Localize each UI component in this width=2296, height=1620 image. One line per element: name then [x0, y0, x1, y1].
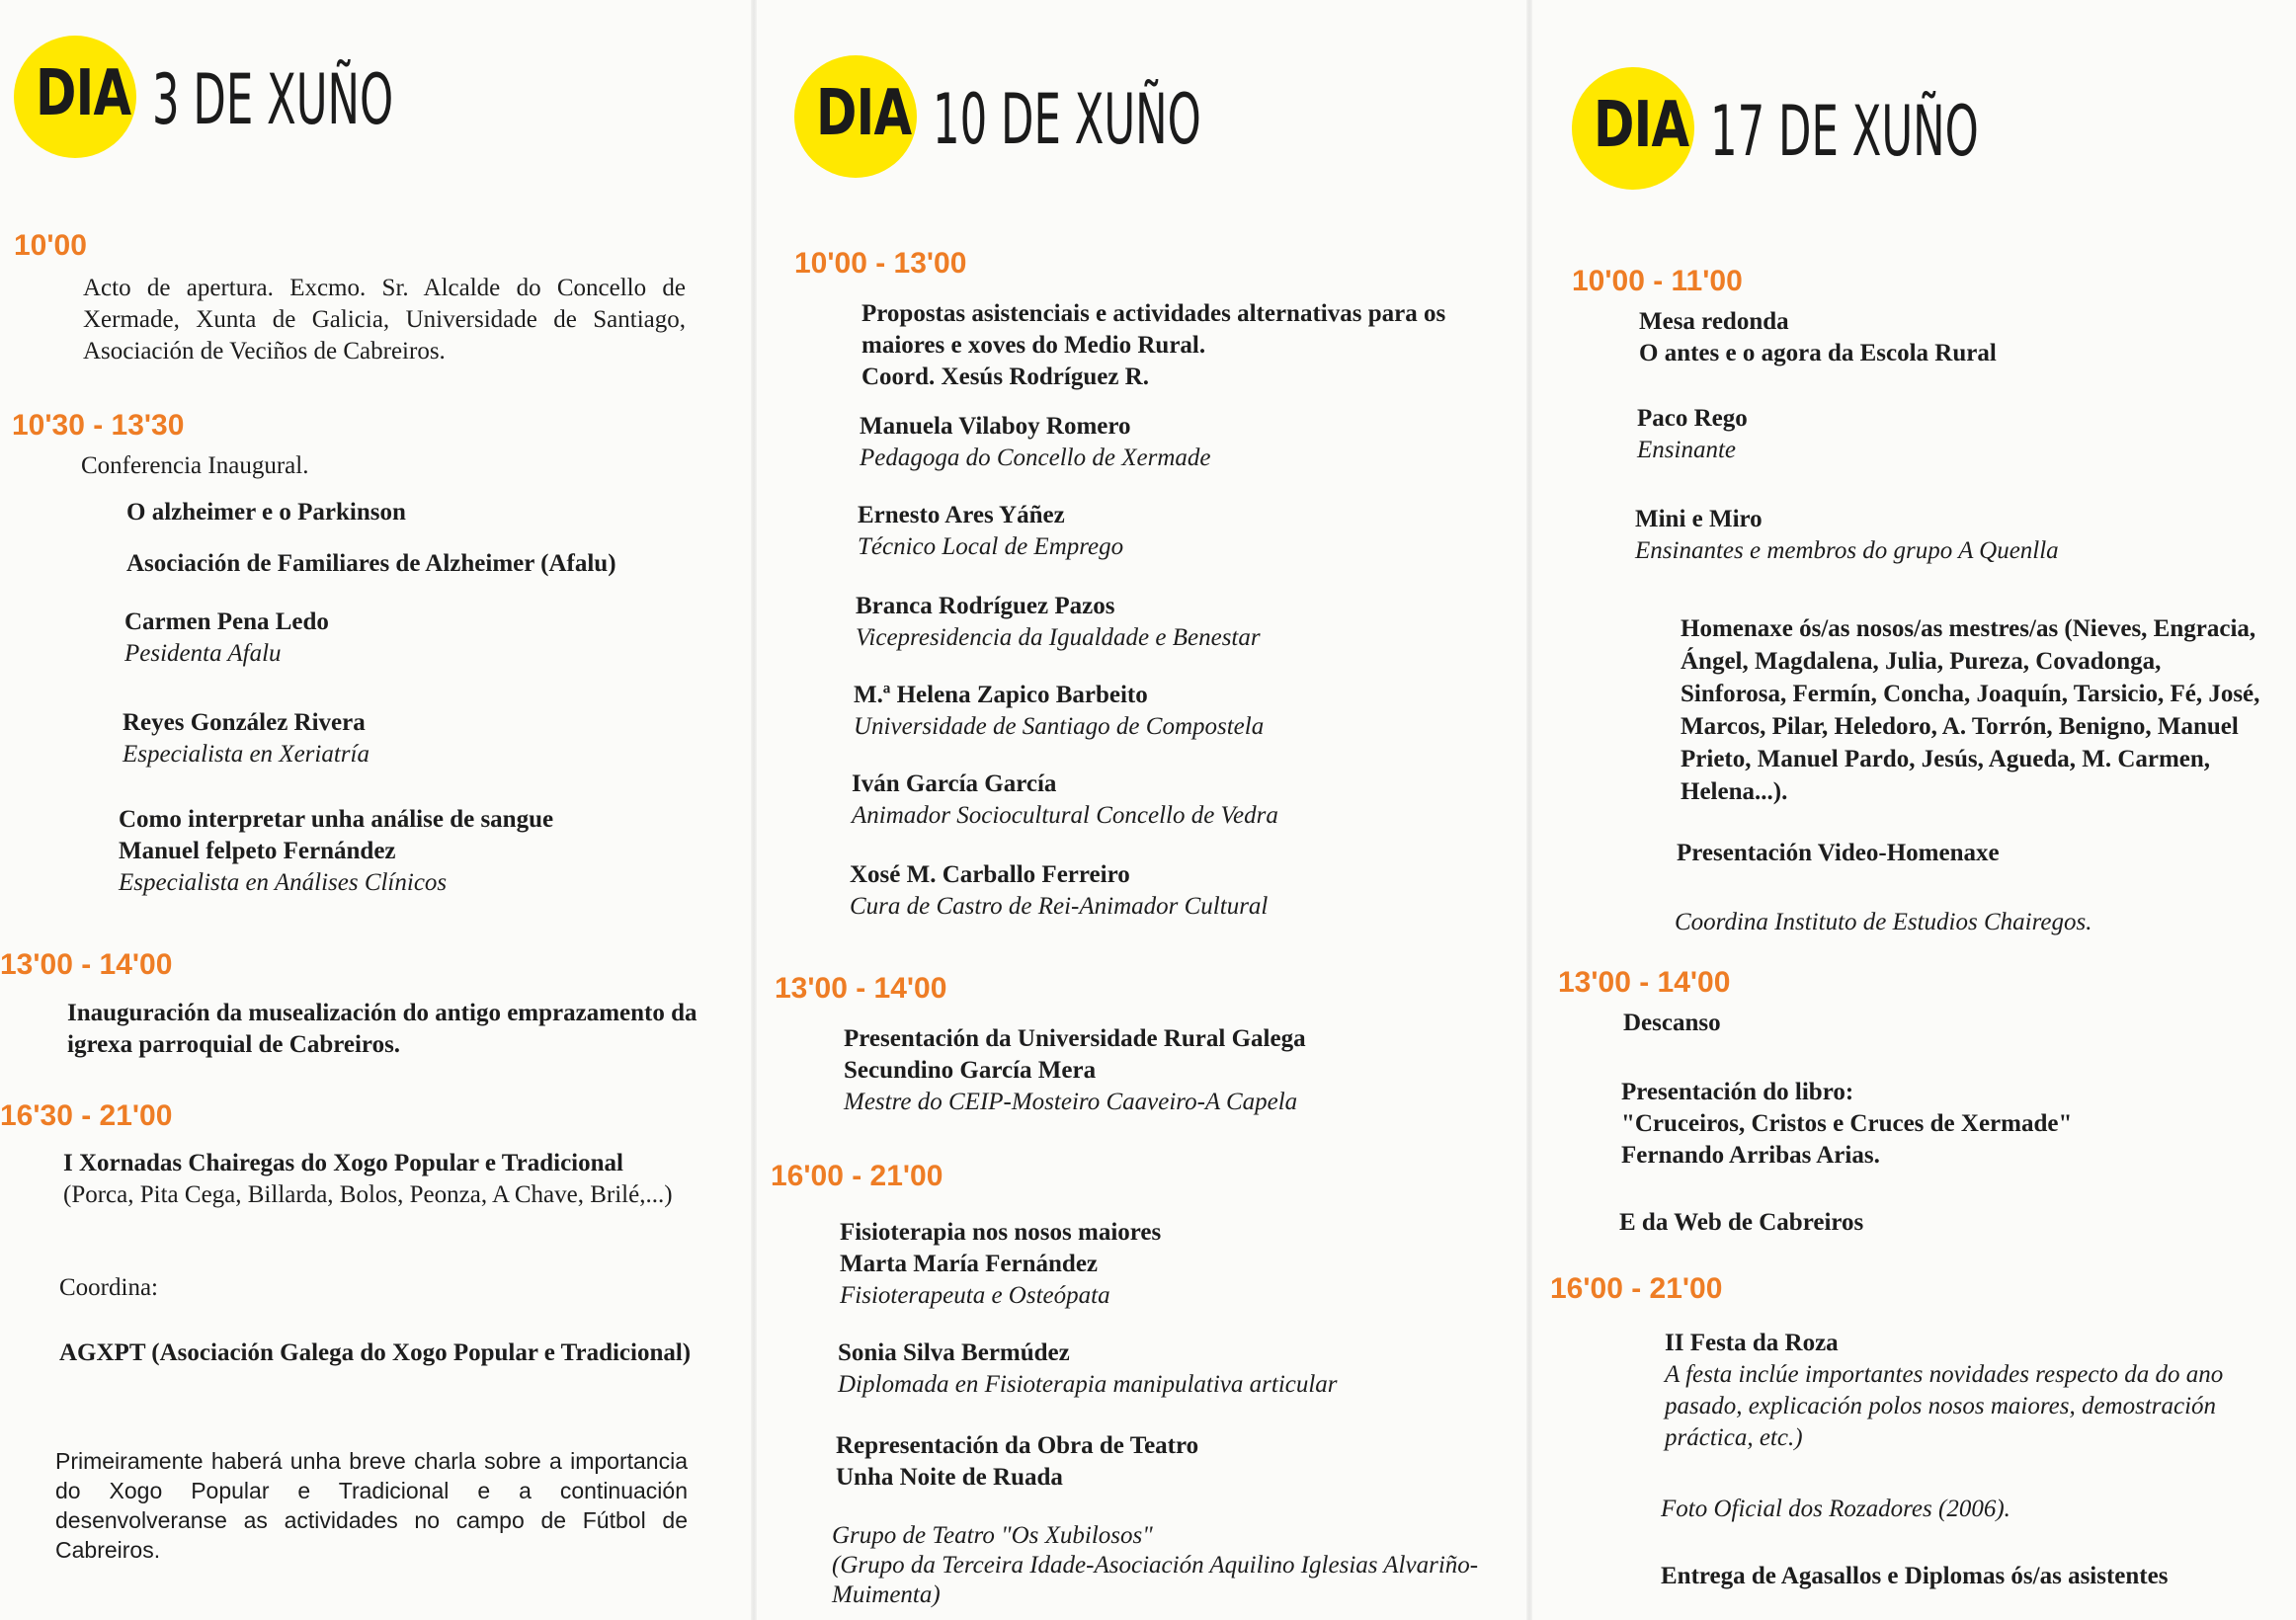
speaker — [858, 500, 1123, 563]
day-column-17-june — [1532, 0, 2296, 1620]
time-slot: 10'00 - 13'00 — [794, 247, 967, 280]
speaker — [1637, 403, 1748, 466]
speaker-role: Animador Sociocultural Concello de Vedra — [852, 802, 1278, 829]
speaker-name: Sonia Silva Bermúdez — [838, 1339, 1070, 1366]
speaker — [856, 591, 1261, 654]
speaker-role: Cura de Castro de Rei-Animador Cultural — [850, 893, 1269, 920]
time-slot: 13'00 - 14'00 — [1558, 966, 1731, 999]
event-title: Propostas asistenciais e actividades alternativas para os maiores e xoves do Medio Rural. — [861, 300, 1446, 359]
day-date: 10 DE XUÑO — [933, 79, 1201, 160]
day-date: 17 DE XUÑO — [1710, 91, 1979, 172]
speaker-role: Mestre do CEIP-Mosteiro Caaveiro-A Capela — [844, 1089, 1298, 1115]
talk-title: Como interpretar unha análise de sangue — [119, 806, 554, 833]
event-subtitle: O antes e o agora da Escola Rural — [1639, 340, 1997, 366]
speaker-role: Vicepresidencia da Igualdade e Benestar — [856, 624, 1261, 651]
play-title: Unha Noite de Ruada — [836, 1464, 1063, 1491]
event-title: Presentación Video-Homenaxe — [1677, 840, 2000, 866]
group-name: Grupo de Teatro "Os Xubilosos" — [832, 1522, 1153, 1549]
event-title: Representación da Obra de Teatro — [836, 1432, 1199, 1459]
organisation: Asociación de Familiares de Alzheimer (Afalu) — [126, 550, 616, 577]
event — [63, 1148, 696, 1211]
day-label: DIA — [36, 57, 131, 130]
event-title: Presentación da Universidade Rural Galega — [844, 1025, 1306, 1052]
speaker-role: Ensinante — [1637, 437, 1736, 463]
event-title: Presentación do libro: — [1621, 1079, 1854, 1105]
conference-label: Conferencia Inaugural. — [81, 452, 309, 479]
speaker-role: Fisioterapeuta e Osteópata — [840, 1282, 1110, 1309]
event-text: (Porca, Pita Cega, Billarda, Bolos, Peonza, A Chave, Brilé,...) — [63, 1181, 673, 1208]
day-label: DIA — [816, 77, 912, 150]
speaker-role: Especialista en Análises Clínicos — [119, 869, 448, 896]
theatre-group — [832, 1521, 1504, 1610]
speaker — [123, 707, 369, 770]
speaker-name: Marta María Fernández — [840, 1251, 1099, 1277]
event — [861, 298, 1494, 393]
event-title: II Festa da Roza — [1665, 1330, 1839, 1356]
event — [844, 1023, 1306, 1118]
event — [836, 1430, 1198, 1494]
time-slot: 10'00 — [14, 229, 87, 262]
event-title: Entrega de Agasallos e Diplomas ós/as asistentes — [1661, 1563, 2169, 1589]
day-date: 3 DE XUÑO — [152, 59, 394, 140]
speaker-name: Paco Rego — [1637, 405, 1748, 432]
speaker — [119, 804, 553, 899]
speaker-name: Ernesto Ares Yáñez — [858, 502, 1065, 528]
book-title: "Cruceiros, Cristos e Cruces de Xermade" — [1621, 1110, 2073, 1137]
time-slot: 13'00 - 14'00 — [775, 972, 947, 1005]
speaker-name: Manuela Vilaboy Romero — [860, 413, 1131, 440]
time-slot: 16'30 - 21'00 — [0, 1099, 173, 1132]
coordinator: Coordina Instituto de Estudios Chairegos. — [1675, 909, 2092, 935]
day-column-3-june — [0, 0, 751, 1620]
event-title: I Xornadas Chairegas do Xogo Popular e Tradicional — [63, 1150, 623, 1176]
speaker-name: Reyes González Rivera — [123, 709, 366, 736]
speaker-role: Pedagoga do Concello de Xermade — [860, 445, 1211, 471]
time-slot: 13'00 - 14'00 — [0, 948, 173, 981]
speaker-name: Secundino García Mera — [844, 1057, 1097, 1084]
speaker-role: Especialista en Xeriatría — [123, 741, 369, 768]
event-title: E da Web de Cabreiros — [1619, 1209, 1864, 1236]
speaker-name: M.ª Helena Zapico Barbeito — [854, 682, 1148, 708]
time-slot: 16'00 - 21'00 — [1550, 1272, 1723, 1305]
speaker — [1635, 504, 2059, 567]
speaker — [838, 1337, 1338, 1401]
speaker — [860, 411, 1210, 474]
speaker-role: Pesidenta Afalu — [124, 640, 282, 667]
group-affiliation: (Grupo da Terceira Idade-Asociación Aquilino Iglesias Alvariño-Muimenta) — [832, 1552, 1479, 1608]
coordinator: Coord. Xesús Rodríguez R. — [861, 364, 1149, 390]
book-presentation — [1621, 1077, 2072, 1172]
time-slot: 10'00 - 11'00 — [1572, 265, 1743, 297]
speaker-role: Técnico Local de Emprego — [858, 533, 1124, 560]
time-slot: 16'00 - 21'00 — [771, 1160, 943, 1192]
speaker — [852, 769, 1278, 832]
speaker-name: Mini e Miro — [1635, 506, 1763, 532]
event — [1639, 306, 1997, 369]
speaker — [850, 859, 1268, 923]
event — [1665, 1328, 2267, 1454]
talk-title: O alzheimer e o Parkinson — [126, 499, 406, 526]
time-slot: 10'30 - 13'30 — [12, 409, 185, 442]
speaker-role: Ensinantes e membros do grupo A Quenlla — [1635, 537, 2059, 564]
speaker-name: Carmen Pena Ledo — [124, 608, 329, 635]
event — [840, 1217, 1161, 1312]
event-title: Descanso — [1623, 1010, 1721, 1036]
photo-note: Foto Oficial dos Rozadores (2006). — [1661, 1496, 2010, 1522]
coordinator-label: Coordina: — [59, 1274, 158, 1301]
speaker-name: Manuel felpeto Fernández — [119, 838, 396, 864]
event-note: Primeiramente haberá unha breve charla sobre a importancia do Xogo Popular e Tradicional e a continuación desenvolveranse as actividades no campo de Fútbol de Cabreiros. — [55, 1448, 688, 1563]
tribute-text: Homenaxe ós/as nosos/as mestres/as (Nieves, Engracia, Ángel, Magdalena, Julia, Pureza, Covadonga, Sinforosa, Fermín, Concha, Joaquín, Tarsicio, Fé, José, Marcos, Pilar, Heledoro, A. Torrón, Benigno, Manuel Prieto, Manuel Pardo, Jesús, Agueda, M. Carmen, Helena...). — [1681, 615, 2260, 805]
speaker-role: Diplomada en Fisioterapia manipulativa articular — [838, 1371, 1338, 1398]
coordinator-org: AGXPT (Asociación Galega do Xogo Popular e Tradicional) — [59, 1339, 692, 1366]
book-author: Fernando Arribas Arias. — [1621, 1142, 1880, 1169]
day-label: DIA — [1594, 89, 1689, 162]
event-text: A festa inclúe importantes novidades respecto da do ano pasado, explicación polos nosos maiores, demostración práctica, etc.) — [1665, 1361, 2224, 1451]
speaker-name: Iván García García — [852, 770, 1057, 797]
opening-text: Acto de apertura. Excmo. Sr. Alcalde do Concello de Xermade, Xunta de Galicia, Universidade de Santiago, Asociación de Veciños de Cabreiros. — [83, 275, 686, 364]
event-title: Inauguración da musealización do antigo emprazamento da igrexa parroquial de Cabreiros. — [67, 1000, 697, 1058]
speaker-name: Branca Rodríguez Pazos — [856, 593, 1115, 619]
speaker-role: Universidade de Santiago de Compostela — [854, 713, 1265, 740]
speaker — [124, 607, 329, 670]
speaker-name: Xosé M. Carballo Ferreiro — [850, 861, 1130, 888]
speaker — [854, 680, 1264, 743]
day-column-10-june — [757, 0, 1526, 1620]
event-title: Fisioterapia nos nosos maiores — [840, 1219, 1162, 1246]
event-title: Mesa redonda — [1639, 308, 1789, 335]
